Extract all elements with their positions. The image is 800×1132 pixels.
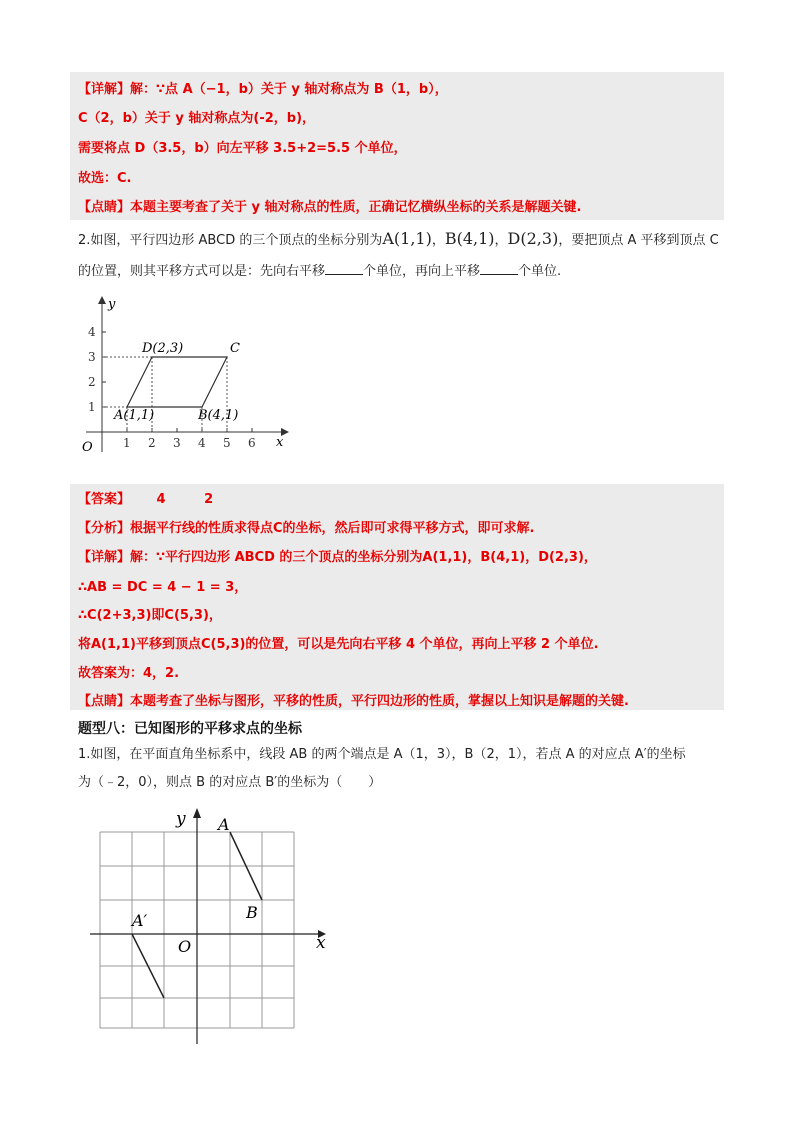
graph1-label-b: B(4,1) (198, 408, 239, 423)
parallelogram-abcd (127, 357, 227, 407)
answer-blank-2[interactable] (480, 262, 518, 275)
detail-line: 【详解】解：∵平行四边形 ABCD 的三个顶点的坐标分别为A(1,1)，B(4,1)，D(2,3)， (78, 550, 597, 565)
graph1-label-d: D(2,3) (142, 341, 184, 356)
step-line-2: ∴C(2+3,3)即C(5,3)， (78, 608, 222, 623)
graph1-label-a: A(1,1) (114, 408, 155, 423)
q2-coord-a: A(1,1) (382, 229, 432, 248)
parallelogram-graph (76, 292, 296, 464)
section8-q1-line-2: 为（﹣2，0），则点 B 的对应点 B′的坐标为（ ） (78, 775, 382, 790)
graph1-x-tick-2: 2 (148, 436, 156, 450)
q2-text-b: ，要把顶点 A 平移到顶点 C (558, 233, 719, 248)
q2-text-a: 2.如图，平行四边形 ABCD 的三个顶点的坐标分别为 (78, 233, 383, 248)
graph1-y-tick-2: 2 (88, 375, 96, 389)
graph1-label-c: C (230, 341, 240, 356)
graph2-origin: O (178, 937, 192, 956)
analysis-line: 【分析】根据平行线的性质求得点C的坐标，然后即可求得平移方式，即可求解. (78, 521, 535, 536)
step-line-3: 将A(1,1)平移到顶点C(5,3)的位置，可以是先向右平移 4 个单位，再向上平移 2 个单位. (78, 637, 599, 652)
answer-label: 【答案】 (78, 492, 131, 507)
solution-line-3: 需要将点 D（3.5，b）向左平移 3.5+2=5.5 个单位， (78, 141, 407, 156)
answer-blank-1[interactable] (325, 262, 363, 275)
step-line-4: 故答案为：4，2. (78, 666, 180, 681)
graph1-x-tick-3: 3 (173, 436, 181, 450)
graph2-y-label: y (176, 809, 186, 829)
section8-q1-line-1: 1.如图，在平面直角坐标系中，线段 AB 的两个端点是 A（1，3），B（2，1），若点 A 的对应点 A′的坐标 (78, 747, 686, 762)
graph1-x-tick-1: 1 (123, 436, 131, 450)
q2-coord-d: D(2,3) (507, 229, 559, 248)
step-line-1: ∴AB = DC = 4 − 1 = 3， (78, 580, 248, 595)
solution-note: 【点睛】本题主要考查了关于 y 轴对称点的性质，正确记忆横纵坐标的关系是解题关键. (78, 200, 582, 215)
q2-text-e: 个单位. (518, 264, 562, 279)
answer-value-2: 2 (204, 492, 214, 507)
graph1-x-tick-5: 5 (223, 436, 231, 450)
solution-line-1: 【详解】解：∵点 A（−1，b）关于 y 轴对称点为 B（1，b）， (78, 82, 448, 97)
question-2-line-2 (78, 260, 561, 279)
answer-row (78, 488, 213, 507)
q2-text-c: 的位置，则其平移方式可以是：先向右平移 (78, 264, 326, 279)
graph1-x-tick-6: 6 (248, 436, 256, 450)
graph1-y-tick-3: 3 (88, 350, 96, 364)
question-2-line-1: 2.如图，平行四边形 ABCD 的三个顶点的坐标分别为A(1,1)，B(4,1)，D(2,3)，要把顶点 A 平移到顶点 C (78, 229, 719, 248)
graph1-y-tick-4: 4 (88, 325, 96, 339)
q2-coord-b: B(4,1) (444, 229, 495, 248)
solution-line-2: C（2，b）关于 y 轴对称点为(-2，b)， (78, 111, 316, 126)
graph1-x-tick-4: 4 (198, 436, 206, 450)
solution-line-4: 故选：C. (78, 171, 132, 186)
graph2-label-b: B (246, 903, 258, 922)
translation-graph (82, 802, 342, 1052)
section-heading: 题型八：已知图形的平移求点的坐标 (78, 721, 302, 737)
graph1-x-label: x (276, 435, 284, 450)
note-line: 【点睛】本题考查了坐标与图形，平移的性质，平行四边形的性质，掌握以上知识是解题的关键. (78, 694, 629, 709)
answer-value-1: 4 (156, 492, 166, 507)
graph2-label-a: A (218, 815, 230, 834)
graph2-label-a-prime: A′ (132, 911, 148, 930)
graph1-y-tick-1: 1 (88, 400, 96, 414)
graph1-origin: O (82, 440, 93, 455)
q2-text-d: 个单位，再向上平移 (363, 264, 481, 279)
graph1-y-label: y (108, 297, 116, 312)
graph2-x-label: x (316, 933, 326, 953)
